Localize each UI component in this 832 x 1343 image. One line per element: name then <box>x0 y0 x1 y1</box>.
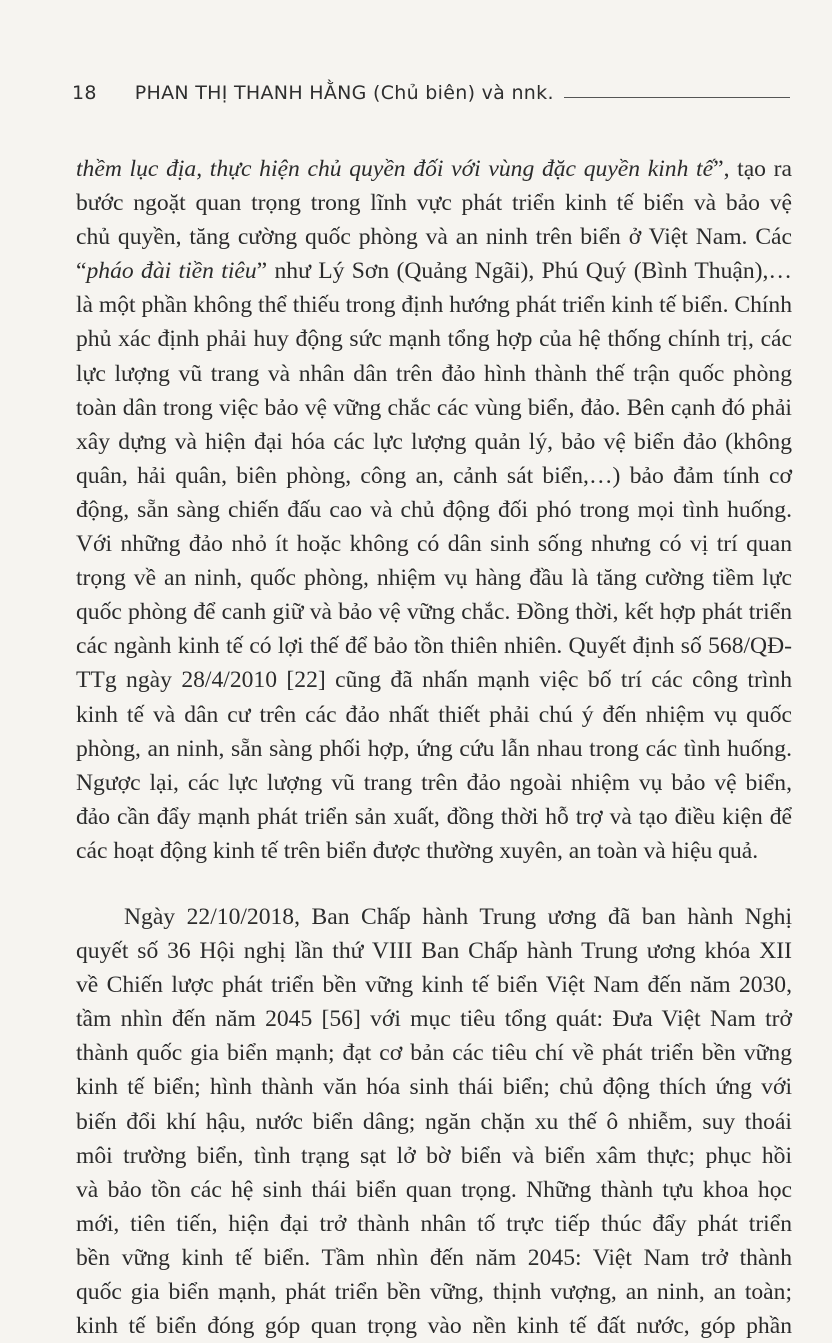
text-line: “pháo đài tiền tiêu” như Lý Sơn (Quảng Ngãi), Phú Quý (Bình Thuận),… <box>76 258 792 285</box>
text-line: trọng về an ninh, quốc phòng, nhiệm vụ hàng đầu là tăng cường tiềm lực <box>76 565 792 592</box>
text-line: động, sẵn sàng chiến đấu cao và chủ động đối phó trong mọi tình huống. <box>76 496 792 523</box>
text-line: các hoạt động kinh tế trên biển được thường xuyên, an toàn và hiệu quả. <box>76 837 759 864</box>
text-line: đảo cần đẩy mạnh phát triển sản xuất, đồng thời hỗ trợ và tạo điều kiện để <box>76 803 792 830</box>
italic-quote: thềm lục địa, thực hiện chủ quyền đối với vùng đặc quyền kinh tế <box>76 156 714 182</box>
text-line: Ngày 22/10/2018, Ban Chấp hành Trung ương đã ban hành Nghị <box>124 903 792 930</box>
page-number: 18 <box>72 82 97 104</box>
text-line: toàn dân trong việc bảo vệ vững chắc các vùng biển, đảo. Bên cạnh đó phải <box>76 394 792 421</box>
text-line: Ngược lại, các lực lượng vũ trang trên đảo ngoài nhiệm vụ bảo vệ biển, <box>76 769 792 796</box>
paragraph-2 <box>76 900 792 1343</box>
text-line: thành quốc gia biển mạnh; đạt cơ bản các tiêu chí về phát triển bền vững <box>76 1040 792 1067</box>
paragraph-1 <box>76 152 792 868</box>
text-line: bền vững kinh tế biển. Tầm nhìn đến năm 2045: Việt Nam trở thành <box>76 1244 792 1271</box>
text-line: lực lượng vũ trang và nhân dân trên đảo hình thành thế trận quốc phòng <box>76 360 792 387</box>
text-line: quân, hải quân, biên phòng, công an, cảnh sát biển,…) bảo đảm tính cơ <box>76 462 792 489</box>
text-line: quốc gia biển mạnh, phát triển bền vững, thịnh vượng, an ninh, an toàn; <box>76 1279 792 1305</box>
italic-quote: pháo đài tiền tiêu <box>86 258 257 285</box>
text-line: là một phần không thể thiếu trong định hướng phát triển kinh tế biển. Chính <box>76 292 792 319</box>
text-line: bước ngoặt quan trọng trong lĩnh vực phát triển kinh tế biển và bảo vệ <box>76 190 792 217</box>
text-line: Với những đảo nhỏ ít hoặc không có dân sinh sống nhưng có vị trí quan <box>76 531 792 558</box>
text-line: kinh tế và dân cư trên các đảo nhất thiết phải chú ý đến nhiệm vụ quốc <box>76 701 792 728</box>
text-line: quyết số 36 Hội nghị lần thứ VIII Ban Chấp hành Trung ương khóa XII <box>76 938 792 965</box>
text-line: mới, tiên tiến, hiện đại trở thành nhân tố trực tiếp thúc đẩy phát triển <box>76 1210 792 1237</box>
text-line: tầm nhìn đến năm 2045 [56] với mục tiêu tổng quát: Đưa Việt Nam trở <box>76 1006 792 1033</box>
text-line: môi trường biển, tình trạng sạt lở bờ biển và biển xâm thực; phục hồi <box>76 1142 792 1169</box>
text-line: kinh tế biển; hình thành văn hóa sinh thái biển; chủ động thích ứng với <box>76 1074 792 1101</box>
paragraph-spacing <box>76 868 792 900</box>
text-line: và bảo tồn các hệ sinh thái biển quan trọng. Những thành tựu khoa học <box>76 1176 792 1203</box>
text-line: biến đổi khí hậu, nước biển dâng; ngăn chặn xu thế ô nhiễm, suy thoái <box>76 1108 792 1135</box>
text-line: phòng, an ninh, sẵn sàng phối hợp, ứng cứu lẫn nhau trong các tình huống. <box>76 735 792 762</box>
text-line: phủ xác định phải huy động sức mạnh tổng hợp của hệ thống chính trị, các <box>76 326 792 353</box>
text-line: TTg ngày 28/4/2010 [22] cũng đã nhấn mạnh việc bố trí các công trình <box>76 667 792 694</box>
running-header <box>72 76 790 104</box>
text-line: các ngành kinh tế có lợi thế để bảo tồn thiên nhiên. Quyết định số 568/QĐ- <box>76 633 792 660</box>
body-text <box>76 152 792 1343</box>
header-rule <box>564 97 790 98</box>
running-title: PHAN THỊ THANH HẰNG (Chủ biên) và nnk. <box>134 82 554 104</box>
text-line: kinh tế biển đóng góp quan trọng vào nền kinh tế đất nước, góp phần <box>76 1313 792 1340</box>
text-line: thềm lục địa, thực hiện chủ quyền đối với vùng đặc quyền kinh tế”, tạo ra <box>76 156 792 182</box>
text-line: về Chiến lược phát triển bền vững kinh tế biển Việt Nam đến năm 2030, <box>76 972 792 999</box>
text-line: quốc phòng để canh giữ và bảo vệ vững chắc. Đồng thời, kết hợp phát triển <box>76 599 792 626</box>
text-line: xây dựng và hiện đại hóa các lực lượng quản lý, bảo vệ biển đảo (không <box>76 428 792 455</box>
text-line: chủ quyền, tăng cường quốc phòng và an ninh trên biển ở Việt Nam. Các <box>76 224 792 251</box>
